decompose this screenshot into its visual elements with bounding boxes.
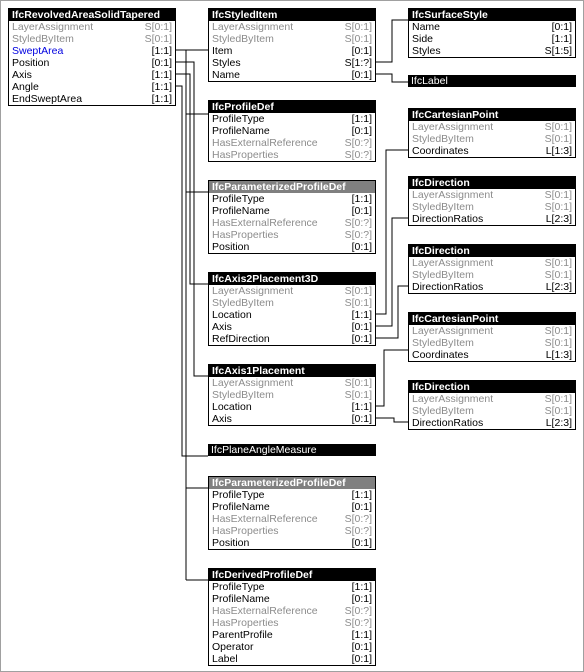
connector-line [376,350,408,406]
attribute-name: Angle [12,81,39,93]
attribute-cardinality: S[0:1] [544,201,572,213]
entity-styled-item[interactable] [208,8,376,82]
attribute-cardinality: L[1:3] [545,349,572,361]
attribute-cardinality: [1:1] [551,33,572,45]
attribute-row[interactable] [209,413,375,425]
entity-derived-profile[interactable] [208,568,376,666]
attribute-row[interactable] [209,401,375,413]
attribute-name: HasProperties [212,617,279,629]
attribute-name: Location [212,401,252,413]
attribute-name: LayerAssignment [412,393,494,405]
attribute-name: Styles [412,45,441,57]
attribute-name: Operator [212,641,254,653]
entity-title[interactable]: IfcAxis2Placement3D [209,273,375,285]
connector-line [376,218,408,326]
attribute-name: HasExternalReference [212,217,318,229]
attribute-name: StyledByItem [412,405,474,417]
attribute-row[interactable] [209,321,375,333]
attribute-cardinality: S[0:1] [544,393,572,405]
attribute-row[interactable] [209,21,375,33]
attribute-row[interactable] [209,113,375,125]
attribute-name: ParentProfile [212,629,273,641]
entity-surface-style[interactable] [408,8,576,58]
attribute-cardinality: S[0:?] [344,149,372,161]
attribute-name: LayerAssignment [412,257,494,269]
attribute-name: Axis [212,413,232,425]
attribute-cardinality: S[0:1] [344,285,372,297]
attribute-name: LayerAssignment [412,325,494,337]
entity-title[interactable]: IfcCartesianPoint [409,313,575,325]
attribute-row[interactable] [209,57,375,69]
attribute-row[interactable] [409,121,575,133]
entity-revolved[interactable] [8,8,176,106]
attribute-row[interactable] [409,269,575,281]
attribute-row[interactable] [209,45,375,57]
attribute-name: Position [212,241,250,253]
connector-line [176,86,208,456]
entity-axis2-placement[interactable] [208,272,376,346]
attribute-cardinality: S[0:?] [344,525,372,537]
attribute-row[interactable] [209,69,375,81]
attribute-name: LayerAssignment [412,189,494,201]
attribute-row[interactable] [209,389,375,401]
attribute-name: ProfileName [212,501,270,513]
entity-title[interactable]: IfcDirection [409,177,575,189]
attribute-cardinality: [0:1] [351,641,372,653]
attribute-name: HasExternalReference [212,513,318,525]
attribute-name: StyledByItem [12,33,74,45]
attribute-name: SweptArea [12,45,64,57]
attribute-row[interactable] [209,333,375,345]
attribute-row[interactable] [209,537,375,549]
attribute-row[interactable] [209,309,375,321]
attribute-row[interactable] [409,33,575,45]
attribute-name: HasExternalReference [212,137,318,149]
entity-title[interactable]: IfcParameterizedProfileDef [209,181,375,193]
attribute-row[interactable] [409,417,575,429]
attribute-name: StyledByItem [412,133,474,145]
attribute-cardinality: [0:1] [551,21,572,33]
attribute-name: StyledByItem [412,201,474,213]
entity-title[interactable]: IfcSurfaceStyle [409,9,575,21]
attribute-row[interactable] [209,241,375,253]
attribute-name: Axis [12,69,32,81]
entity-axis1-placement[interactable] [208,364,376,426]
connector-line [376,74,408,82]
entity-title[interactable]: IfcStyledItem [209,9,375,21]
attribute-row[interactable] [9,81,175,93]
attribute-cardinality: [0:1] [351,333,372,345]
attribute-cardinality: S[0:1] [544,405,572,417]
attribute-row[interactable] [209,217,375,229]
attribute-name: HasProperties [212,149,279,161]
attribute-name: Side [412,33,434,45]
attribute-cardinality: S[0:?] [344,137,372,149]
attribute-name: ProfileName [212,205,270,217]
attribute-name: Axis [212,321,232,333]
attribute-row[interactable] [9,69,175,81]
attribute-name: LayerAssignment [412,121,494,133]
attribute-cardinality: L[2:3] [545,417,572,429]
attribute-cardinality: [0:1] [351,125,372,137]
attribute-name: Position [12,57,50,69]
connector-line [176,74,208,284]
attribute-name: HasProperties [212,229,279,241]
attribute-row[interactable] [409,337,575,349]
attribute-name: LayerAssignment [12,21,94,33]
attribute-name: LayerAssignment [212,21,294,33]
attribute-cardinality: [0:1] [351,653,372,665]
entity-label[interactable] [408,75,576,87]
entity-profile-def[interactable] [208,100,376,162]
entity-title[interactable]: IfcDirection [409,245,575,257]
attribute-name: DirectionRatios [412,417,484,429]
entity-title[interactable]: IfcPlaneAngleMeasure [208,444,376,456]
entity-cartesian-point-1[interactable] [408,108,576,158]
entity-title[interactable]: IfcParameterizedProfileDef [209,477,375,489]
attribute-name: ProfileName [212,593,270,605]
attribute-row[interactable] [209,377,375,389]
attribute-row[interactable] [409,21,575,33]
attribute-cardinality: S[0:1] [544,133,572,145]
attribute-cardinality: [1:1] [351,193,372,205]
attribute-cardinality: S[0:?] [344,617,372,629]
attribute-cardinality: [0:1] [351,413,372,425]
attribute-row[interactable] [209,629,375,641]
attribute-cardinality: S[0:1] [344,297,372,309]
attribute-cardinality: [0:1] [351,241,372,253]
attribute-cardinality: [0:1] [151,57,172,69]
attribute-row[interactable] [409,201,575,213]
attribute-row[interactable] [209,297,375,309]
attribute-row[interactable] [209,525,375,537]
attribute-cardinality: [0:1] [351,321,372,333]
attribute-cardinality: [1:1] [351,113,372,125]
attribute-cardinality: S[0:1] [544,121,572,133]
attribute-cardinality: L[1:3] [545,145,572,157]
attribute-cardinality: [1:1] [351,401,372,413]
attribute-cardinality: S[0:1] [144,33,172,45]
attribute-row[interactable] [9,45,175,57]
attribute-row[interactable] [409,213,575,225]
entity-title[interactable]: IfcLabel [408,75,576,87]
attribute-cardinality: S[1:5] [544,45,572,57]
attribute-cardinality: [1:1] [151,81,172,93]
attribute-name: Name [212,69,241,81]
attribute-row[interactable] [409,405,575,417]
attribute-cardinality: L[2:3] [545,281,572,293]
attribute-cardinality: [0:1] [351,537,372,549]
attribute-row[interactable] [209,229,375,241]
attribute-name: DirectionRatios [412,281,484,293]
entity-plane-angle[interactable] [208,444,376,456]
attribute-name: StyledByItem [212,33,274,45]
attribute-row[interactable] [9,33,175,45]
attribute-row[interactable] [9,21,175,33]
attribute-cardinality: S[0:1] [344,389,372,401]
attribute-row[interactable] [409,325,575,337]
attribute-row[interactable] [209,149,375,161]
attribute-cardinality: S[0:1] [544,269,572,281]
attribute-cardinality: [1:1] [351,309,372,321]
attribute-name: Styles [212,57,241,69]
entity-cartesian-point-2[interactable] [408,312,576,362]
attribute-row[interactable] [209,581,375,593]
entity-title[interactable]: IfcProfileDef [209,101,375,113]
attribute-cardinality: S[0:1] [344,377,372,389]
entity-parameterized-2[interactable] [208,476,376,550]
attribute-name: Name [412,21,441,33]
attribute-cardinality: [1:1] [151,69,172,81]
attribute-cardinality: [0:1] [351,69,372,81]
connector-line [376,418,408,422]
attribute-name: StyledByItem [412,269,474,281]
attribute-name: EndSweptArea [12,93,83,105]
attribute-cardinality: [1:1] [351,489,372,501]
attribute-row[interactable] [209,193,375,205]
attribute-cardinality: [0:1] [351,501,372,513]
attribute-row[interactable] [209,513,375,525]
attribute-row[interactable] [209,593,375,605]
attribute-row[interactable] [409,349,575,361]
attribute-cardinality: S[0:?] [344,229,372,241]
attribute-name: LayerAssignment [212,377,294,389]
attribute-row[interactable] [409,281,575,293]
attribute-name: StyledByItem [212,389,274,401]
attribute-name: Label [212,653,238,665]
attribute-name: LayerAssignment [212,285,294,297]
attribute-row[interactable] [409,45,575,57]
attribute-name: RefDirection [212,333,270,345]
attribute-name: HasExternalReference [212,605,318,617]
attribute-cardinality: S[0:1] [144,21,172,33]
attribute-name: StyledByItem [412,337,474,349]
entity-title[interactable]: IfcAxis1Placement [209,365,375,377]
attribute-row[interactable] [209,489,375,501]
attribute-row[interactable] [209,205,375,217]
attribute-cardinality: [0:1] [351,593,372,605]
entity-direction-1[interactable] [408,176,576,226]
attribute-cardinality: S[0:?] [344,217,372,229]
attribute-row[interactable] [209,653,375,665]
attribute-row[interactable] [209,617,375,629]
entity-direction-3[interactable] [408,380,576,430]
attribute-cardinality: [1:1] [151,45,172,57]
connector-line [176,62,208,376]
attribute-cardinality: S[0:1] [344,33,372,45]
attribute-name: Coordinates [412,349,469,361]
attribute-name: Item [212,45,233,57]
attribute-row[interactable] [409,393,575,405]
attribute-cardinality: L[2:3] [545,213,572,225]
attribute-cardinality: S[0:1] [344,21,372,33]
attribute-cardinality: S[1:?] [344,57,372,69]
attribute-row[interactable] [409,145,575,157]
entity-title[interactable]: IfcCartesianPoint [409,109,575,121]
attribute-name: Position [212,537,250,549]
attribute-row[interactable] [9,57,175,69]
attribute-cardinality: [1:1] [151,93,172,105]
entity-title[interactable]: IfcDerivedProfileDef [209,569,375,581]
attribute-name: Location [212,309,252,321]
connector-line [376,20,408,62]
entity-direction-2[interactable] [408,244,576,294]
attribute-row[interactable] [209,33,375,45]
attribute-cardinality: [0:1] [351,205,372,217]
attribute-row[interactable] [409,257,575,269]
attribute-row[interactable] [209,125,375,137]
attribute-row[interactable] [209,501,375,513]
attribute-row[interactable] [209,137,375,149]
attribute-cardinality: S[0:?] [344,513,372,525]
attribute-name: ProfileType [212,581,265,593]
attribute-row[interactable] [409,189,575,201]
entity-title[interactable]: IfcRevolvedAreaSolidTapered [9,9,175,21]
connector-line [176,50,186,580]
attribute-row[interactable] [409,133,575,145]
attribute-cardinality: [1:1] [351,629,372,641]
attribute-row[interactable] [209,285,375,297]
attribute-cardinality: [1:1] [351,581,372,593]
attribute-row[interactable] [209,641,375,653]
attribute-name: ProfileType [212,489,265,501]
attribute-cardinality: S[0:1] [544,325,572,337]
attribute-cardinality: [0:1] [351,45,372,57]
attribute-cardinality: S[0:1] [544,337,572,349]
attribute-row[interactable] [9,93,175,105]
entity-parameterized-1[interactable] [208,180,376,254]
attribute-name: ProfileType [212,193,265,205]
attribute-cardinality: S[0:?] [344,605,372,617]
attribute-name: Coordinates [412,145,469,157]
attribute-name: HasProperties [212,525,279,537]
attribute-name: ProfileName [212,125,270,137]
attribute-cardinality: S[0:1] [544,189,572,201]
attribute-row[interactable] [209,605,375,617]
entity-title[interactable]: IfcDirection [409,381,575,393]
attribute-name: ProfileType [212,113,265,125]
attribute-name: DirectionRatios [412,213,484,225]
attribute-name: StyledByItem [212,297,274,309]
attribute-cardinality: S[0:1] [544,257,572,269]
